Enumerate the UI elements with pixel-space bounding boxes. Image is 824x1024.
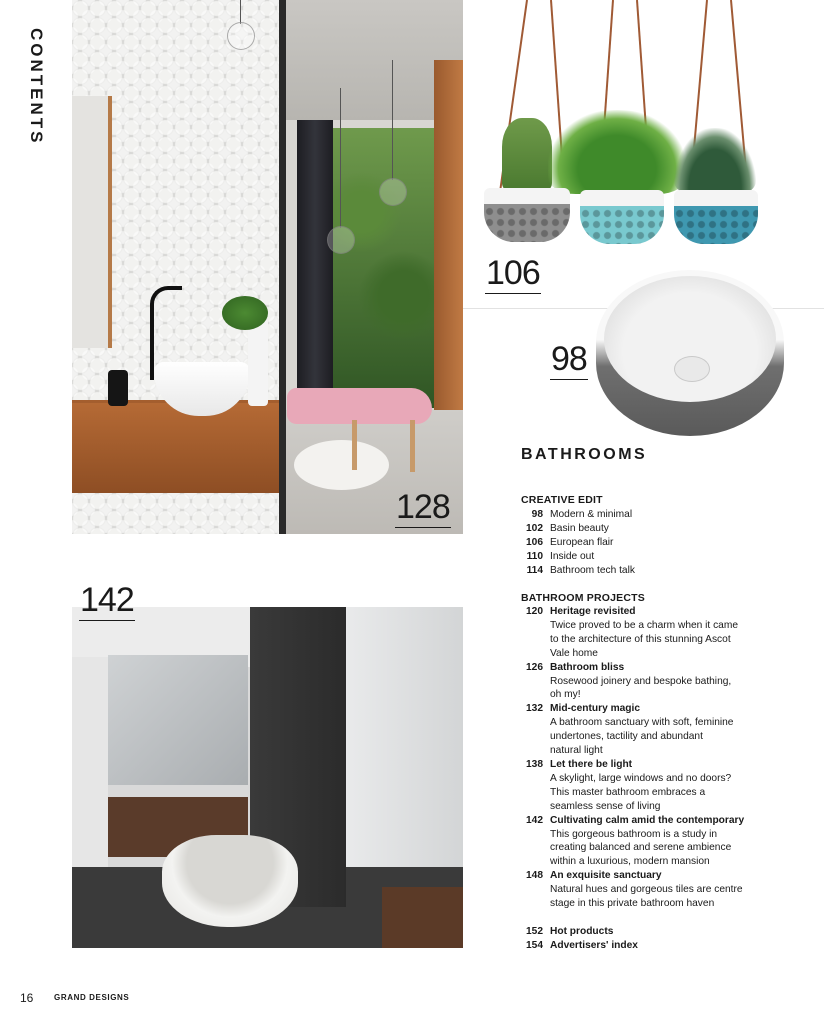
bathroom-projects-heading: BATHROOM PROJECTS [521, 592, 645, 604]
toc-entry[interactable] [521, 536, 761, 550]
toc-page-number: 98 [531, 509, 543, 520]
toc-entry-desc: Twice proved to be a charm when it came [550, 619, 738, 631]
toc-entry-desc: A bathroom sanctuary with soft, feminine [550, 717, 734, 729]
toc-page-number: 102 [526, 522, 543, 534]
toc-entry-title: Modern & minimal [550, 509, 633, 520]
photo-number-bathroom-tiles[interactable]: 128 [396, 488, 450, 526]
toc-entry[interactable] [521, 939, 761, 953]
toc-entry-desc: to the architecture of this stunning Ascot [550, 633, 731, 645]
toc-entry-title: Basin beauty [550, 522, 609, 534]
photo-round-basin [596, 270, 786, 440]
photo-bathroom-tiles [72, 0, 463, 534]
toc-entry[interactable] [521, 869, 761, 911]
toc-entry[interactable] [521, 702, 761, 758]
toc-entry-title: European flair [550, 536, 614, 548]
toc-entry-title: Bathroom tech talk [550, 564, 635, 576]
photo-number-planters[interactable]: 106 [486, 254, 540, 292]
toc-entry-desc: Vale home [550, 647, 598, 659]
toc-entry-desc: within a luxurious, modern mansion [550, 856, 710, 868]
toc-entry-desc: creating balanced and serene ambience [550, 842, 732, 854]
contents-heading [16, 28, 56, 158]
toc-entry-desc: This gorgeous bathroom is a study in [550, 828, 718, 840]
toc-entry-desc: A skylight, large windows and no doors? [550, 772, 732, 784]
toc-page-number: 152 [526, 926, 543, 937]
toc-page-number: 138 [526, 758, 543, 770]
magazine-name: GRAND DESIGNS [54, 993, 130, 1002]
creative-edit-heading: CREATIVE EDIT [521, 494, 603, 506]
bathroom-projects-list [521, 605, 761, 911]
toc-entry[interactable] [521, 925, 761, 939]
toc-entry-desc: undertones, tactility and abundant [550, 731, 703, 743]
toc-entry[interactable] [521, 605, 761, 661]
photo-bathroom-dark [72, 607, 463, 948]
toc-entry-desc: stage in this private bathroom haven [550, 898, 715, 910]
toc-entry-title: Cultivating calm amid the contemporary [550, 814, 745, 826]
toc-entry[interactable] [521, 508, 761, 522]
toc-page-number: 114 [526, 564, 543, 576]
toc-entry-title: Inside out [550, 550, 595, 562]
creative-edit-list [521, 508, 761, 578]
toc-entry[interactable] [521, 814, 761, 870]
toc-entry[interactable] [521, 522, 761, 536]
toc-entry-desc: This master bathroom embraces a [550, 786, 706, 798]
toc-entry-title: Advertisers' index [550, 939, 638, 951]
extras-list [521, 925, 761, 953]
toc-page-number: 132 [526, 703, 543, 715]
toc-entry-desc: oh my! [550, 689, 581, 701]
toc-entry-title: Bathroom bliss [550, 661, 625, 673]
toc-entry-title: Heritage revisited [550, 606, 636, 617]
toc-page-number: 126 [526, 661, 543, 673]
toc-page-number: 142 [526, 814, 543, 826]
toc-page-number: 154 [526, 939, 543, 951]
toc-entry-desc: natural light [550, 745, 603, 757]
toc-entry-title: An exquisite sanctuary [550, 870, 662, 882]
toc-entry[interactable] [521, 758, 761, 814]
section-title: BATHROOMS [521, 446, 648, 463]
toc-entry[interactable] [521, 661, 761, 703]
toc-entry-desc: Rosewood joinery and bespoke bathing, [550, 675, 732, 687]
photo-number-basin[interactable]: 98 [551, 340, 587, 378]
toc-page-number: 148 [526, 870, 543, 882]
toc-entry-desc: Natural hues and gorgeous tiles are centre [550, 884, 743, 896]
toc-entry-title: Let there be light [550, 758, 633, 770]
photo-number-bathroom-dark[interactable]: 142 [80, 581, 134, 619]
toc-page-number: 120 [526, 606, 543, 617]
toc-entry-desc: seamless sense of living [550, 800, 661, 812]
photo-hanging-planters [478, 0, 774, 250]
toc-page-number: 106 [526, 536, 543, 548]
folio-page-number: 16 [20, 991, 34, 1005]
toc-entry[interactable] [521, 564, 761, 578]
toc-entry-title: Mid-century magic [550, 703, 641, 715]
toc-entry-title: Hot products [550, 926, 614, 937]
toc-page-number: 110 [526, 550, 543, 562]
toc-entry[interactable] [521, 550, 761, 564]
contents-heading-text: CONTENTS [27, 28, 46, 146]
